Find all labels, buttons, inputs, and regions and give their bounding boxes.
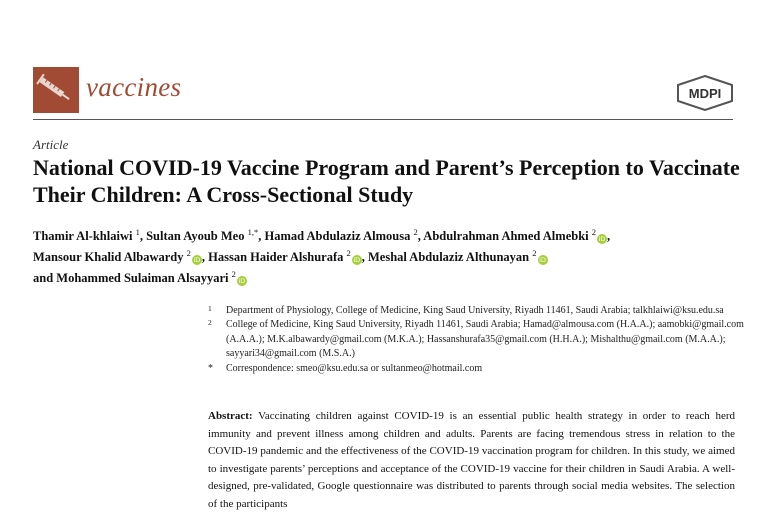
author-name: Hamad Abdulaziz Almousa [264,229,411,244]
svg-text:MDPI: MDPI [688,86,722,101]
author-affiliation-marker: 2 [591,227,596,237]
author [33,271,247,285]
abstract-text: Vaccinating children against COVID-19 is an essential public health strategy in order to reach herd immunity and prevent illness among children and adults. Parents are facing tremendous stress in relation to the COVID-19 pandemic and the effectiveness of the COVID-19 vaccination program for children. In this study, we aimed to investigate parents’ perceptions and acceptance of the COVID-19 vaccine for their children in Saudi Arabia. A well-designed, pre-validated, Google questionnaire was distributed to parents through social media websites. The selection of the participants [208,410,735,510]
author-affiliation-marker: 2 [186,248,191,259]
vaccines-journal-logo [33,67,79,113]
affiliation-item [208,304,753,318]
orcid-icon[interactable]: iD [598,235,606,244]
affiliation-marker: 1 [208,304,212,313]
journal-name: vaccines [86,72,182,102]
author: Mansour Khalid Albawardy $^2$iD , [33,248,209,265]
author: Thamir Al-khlaiwi $^1$, [33,227,147,244]
affiliation-text: College of Medicine, King Saud University, Riyadh 11461, Saudi Arabia; Hamad@almousa.com (H.A.A.); aamobki@gmail.com (A.A.A.); M.K.albawardy@gmail.com (M.K.A.); Hassanshurafa35@gmail.com (H.H.A.); Mishalthu@gmail.com (M.A.A.); sayyari34@gmail.com (M.S.A.) [226,319,744,360]
author: Sultan Ayoub Meo $^{1,*}$, [146,227,265,244]
author-affiliation-marker: 2 [346,248,351,259]
orcid-icon[interactable]: iD [353,256,361,265]
abstract-label: Abstract: [208,410,253,422]
author-list [33,224,753,287]
author-affiliation-marker: 2 [532,248,537,259]
author: Hamad Abdulaziz Almousa $^2$, [264,227,424,244]
article-type: Article [33,137,69,152]
author-affiliation-marker: 1 [135,227,140,237]
author-name: Thamir Al-khlaiwi [33,229,133,244]
article-title: National COVID-19 Vaccine Program and Parent’s Perception to Vaccinate Their Children: A Cross-Sectional Study [33,155,740,207]
author [368,250,548,264]
author-name: Sultan Ayoub Meo [146,229,245,244]
author-name: Mansour Khalid Albawardy [33,250,184,265]
affiliation-text: Correspondence: smeo@ksu.edu.sa or sultanmeo@hotmail.com [226,362,483,374]
orcid-icon[interactable]: iD [193,256,201,265]
affiliation-marker: 2 [208,318,212,328]
author-affiliation-marker: 1,* [247,227,259,237]
orcid-icon[interactable]: iD [539,256,546,265]
abstract [208,408,735,513]
orcid-icon[interactable]: iD [238,277,246,286]
affiliations [208,304,753,376]
author-affiliation-marker: 2 [231,269,236,280]
mdpi-logo [676,75,734,111]
affiliation-item [208,318,753,361]
author-name: Meshal Abdulaziz Althunayan [367,250,530,265]
author-name: and Mohammed Sulaiman Alsayyari [33,271,229,286]
affiliation-item [208,362,753,376]
author: Hassan Haider Alshurafa $^2$iD , [208,248,368,265]
affiliation-marker: * [208,362,213,374]
author-name: Abdulrahman Ahmed Almebki [423,229,589,244]
author: Abdulrahman Ahmed Almebki $^2$iD , [423,227,611,244]
author-affiliation-marker: 2 [413,227,418,237]
author-name: Hassan Haider Alshurafa [208,250,344,265]
header-rule [33,119,733,120]
affiliation-text: Department of Physiology, College of Medicine, King Saud University, Riyadh 11461, Saudi Arabia; talkhlaiwi@ksu.edu.sa [226,305,724,316]
